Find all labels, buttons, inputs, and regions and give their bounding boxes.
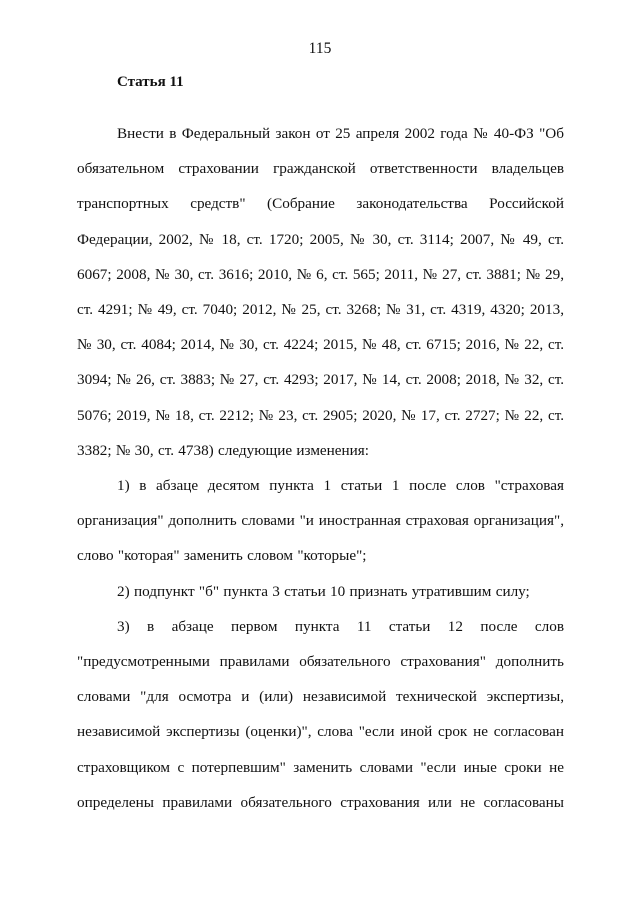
paragraph-intro: Внести в Федеральный закон от 25 апреля 2002 года № 40-ФЗ "Об обязательном страховании гражданской ответственности владельцев транспортных средств" (Собрание законодательства Российской Федерации, 2002, № 18, ст. 1720; 2005, № 30, ст. 3114; 2007, № 49, ст. 6067; 2008, № 30, ст. 3616; 2010, № 6, ст. 565; 2011, № 27, ст. 3881; № 29, ст. 4291; № 49, ст. 7040; 2012, № 25, ст. 3268; № 31, ст. 4319, 4320; 2013, № 30, ст. 4084; 2014, № 30, ст. 4224; 2015, № 48, ст. 6715; 2016, № 22, ст. 3094; № 26, ст. 3883; № 27, ст. 4293; 2017, № 14, ст. 2008; 2018, № 32, ст. 5076; 2019, № 18, ст. 2212; № 23, ст. 2905; 2020, № 17, ст. 2727; № 22, ст. 3382; № 30, ст. 4738) следующие изменения: — [77, 125, 564, 459]
paragraph-item-1: 1) в абзаце десятом пункта 1 статьи 1 после слов "страховая организация" дополнить словами "и иностранная страховая организация", слово "которая" заменить словом "которые"; — [77, 477, 564, 565]
paragraph-item-2: 2) подпункт "б" пункта 3 статьи 10 признать утратившим силу; — [117, 582, 530, 600]
paragraph-item-3: 3) в абзаце первом пункта 11 статьи 12 после слов "предусмотренными правилами обязательного страхования" дополнить словами "для осмотра и (или) независимой технической экспертизы, независимой экспертизы (оценки)", слова "если иной срок не согласован страховщиком с потерпевшим" заменить словами "если иные сроки не определены правилами обязательного страхования или не согласованы — [77, 617, 564, 811]
article-title: Статья 11 — [117, 74, 184, 90]
document-body — [77, 116, 564, 820]
page-number: 115 — [308, 40, 332, 57]
